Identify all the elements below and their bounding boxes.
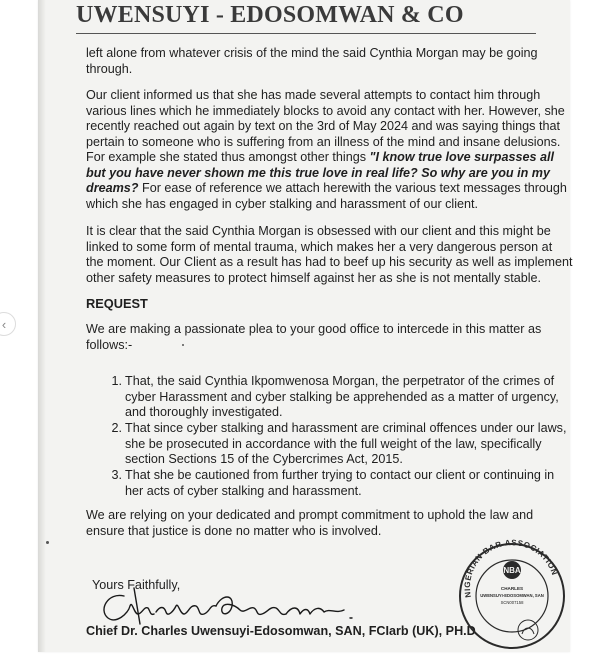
list-line: cyber Harassment and cyber stalking be apprehended as a matter of urgency, [125, 389, 559, 404]
paragraph-line: follows:- [86, 337, 133, 352]
letterhead-title: UWENSUYI - EDOSOMWAN & CO [76, 2, 464, 28]
paragraph-line: the moment. Our Client as a result has had to beef up his security as well as implement [86, 255, 573, 269]
paragraph-line: Our client informed us that she has made several attempts to contact him through [86, 88, 541, 102]
paragraph-1 [86, 46, 538, 77]
nba-seal-graphic [454, 538, 570, 650]
paragraph-line: linked to some form of mental trauma, which makes her a very dangerous person at [86, 239, 553, 254]
list-line: her acts of cyber stalking and harassment. [125, 483, 362, 498]
paragraph-line: recently reached out again by text on the 3rd of May 2024 and was saying things that [86, 119, 560, 133]
paragraph-5 [86, 508, 533, 539]
list-line: That she be cautioned from further trying to contact our client or continuing in [125, 468, 555, 482]
paragraph-2 [86, 88, 567, 212]
paragraph-line: pertain to someone who is suffering from an illness of the mind and insane delusions. [86, 134, 561, 149]
chevron-glyph: ‹ [1, 316, 7, 332]
paragraph-line: We are relying on your dedicated and prompt commitment to uphold the law and [86, 508, 534, 522]
list-number: 2. [111, 421, 122, 435]
nba-seal [454, 538, 570, 650]
paragraph-line: We are making a passionate plea to your good office to intercede in this matter as [86, 322, 542, 336]
paragraph-3 [86, 224, 573, 286]
request-heading: REQUEST [86, 296, 148, 311]
paragraph-4 [86, 322, 541, 353]
page-speck [46, 541, 49, 544]
paragraph-line: It is clear that the said Cynthia Morgan is obsessed with our client and this might be [86, 224, 551, 238]
page-speck [182, 344, 184, 346]
paragraph-line: through. [86, 61, 133, 76]
seal-line: UWENSUYI-EDOSOMWAN, SAN [480, 593, 544, 598]
quoted-message: but you have never shown me this true love in real life? So why are you in my [86, 165, 550, 180]
seal-ring-text: NIGERIAN BAR ASSOCIATION [462, 538, 560, 599]
paragraph-line: various lines which he immediately blocks to avoid any contact with her. However, she [86, 103, 565, 118]
quoted-message: dreams? [86, 181, 139, 195]
seal-line: SCN007158 [500, 600, 524, 605]
quote-lead-in: For example she stated thus amongst other things [86, 150, 370, 164]
letterhead-rule [76, 33, 536, 34]
seal-line: CHARLES [500, 586, 524, 591]
paragraph-text: For ease of reference we attach herewith the various text messages through [138, 181, 567, 195]
list-line: section Sections 15 of the Cybercrimes Act, 2015. [125, 452, 403, 466]
list-line: That, the said Cynthia Ikpomwenosa Morgan, the perpetrator of the crimes of [125, 374, 555, 388]
list-number: 1. [111, 374, 122, 388]
chevron-left-icon[interactable] [0, 312, 16, 336]
list-line: she be prosecuted in accordance with the full weight of the law, specifically [125, 436, 542, 451]
list-line: That since cyber stalking and harassment are criminal offences under our laws, [125, 421, 567, 435]
paragraph-line: ensure that justice is done no matter who is involved. [86, 523, 382, 538]
paragraph-line: left alone from whatever crisis of the mind the said Cynthia Morgan may be going [86, 46, 538, 60]
paragraph-line: other safety measures to protect himself against her as she is not mentally stable. [86, 270, 541, 285]
seal-logo: NBA [503, 566, 521, 575]
paragraph-line [86, 181, 567, 197]
list-number: 3. [111, 468, 122, 482]
quoted-message: "I know true love surpasses all [369, 150, 554, 164]
page-shadow [38, 0, 46, 652]
closing: Yours Faithfully, [92, 578, 181, 592]
list-line: and thoroughly investigated. [125, 405, 283, 419]
paragraph-line: which she has engaged in cyber stalking and harassment of our client. [86, 196, 479, 211]
paragraph-line [86, 150, 567, 166]
signer-name: Chief Dr. Charles Uwensuyi-Edosomwan, SAN, FCIarb (UK), PH.D [86, 624, 476, 638]
